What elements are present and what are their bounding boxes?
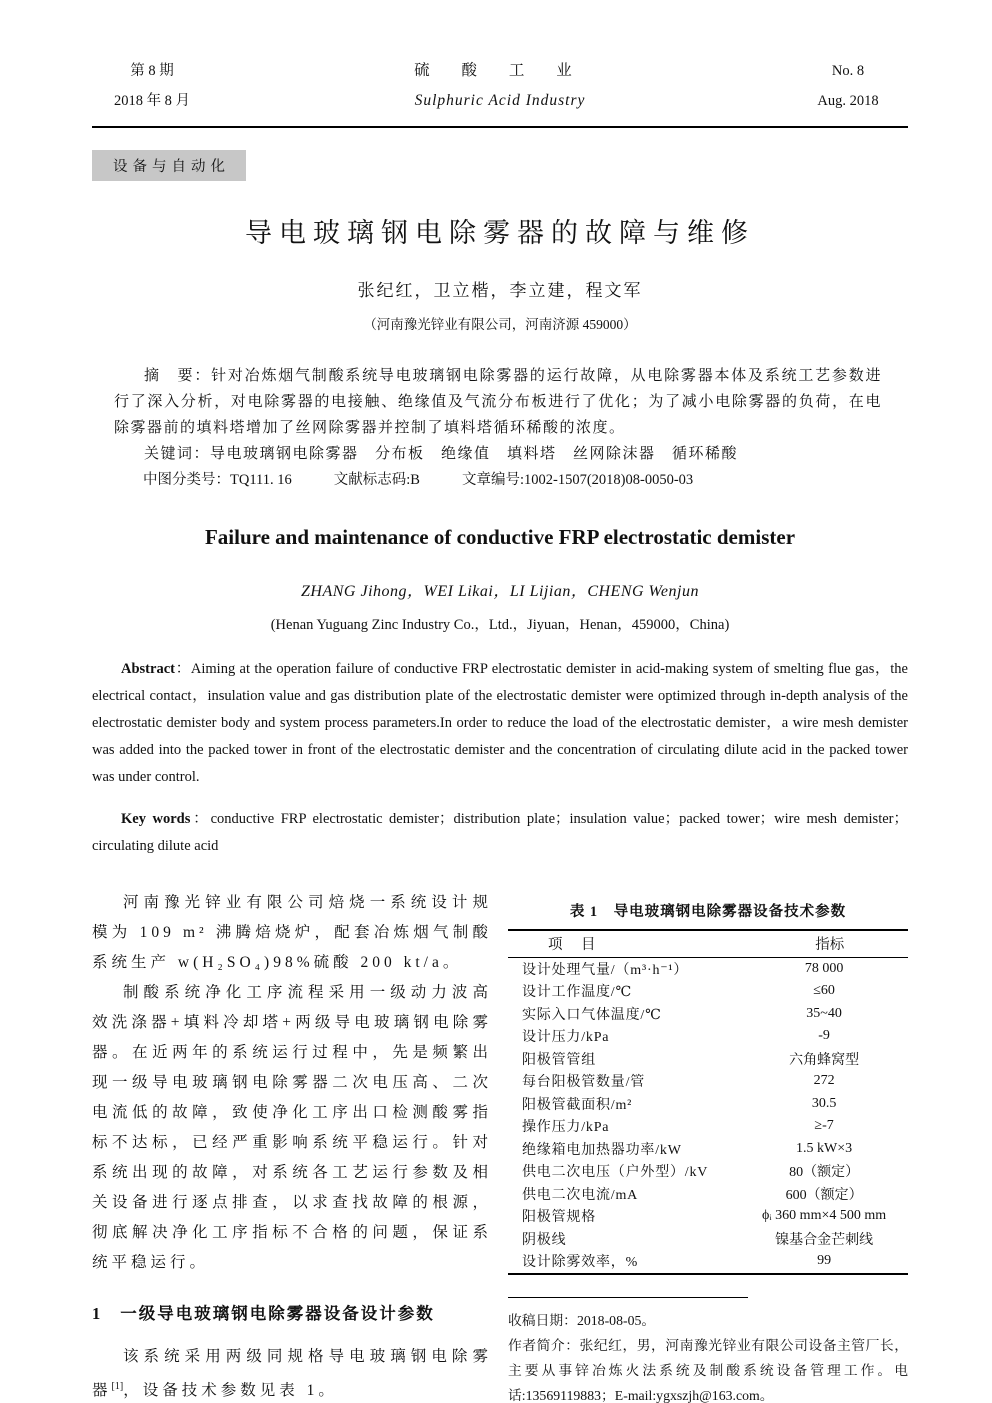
table-1-title: 表 1 导电玻璃钢电除雾器设备技术参数: [569, 903, 847, 920]
author-bio-line: [508, 1333, 908, 1403]
table-row: [508, 1228, 908, 1251]
table-cell-item: 每台阳极管数量/管: [522, 1075, 646, 1091]
table-cell-value: 272: [813, 1073, 835, 1089]
abstract-cn-label: 摘 要：: [144, 368, 212, 384]
left-column: [92, 888, 492, 1403]
author-bio-label: 作者简介：: [508, 1337, 580, 1353]
table-cell-value: 99: [817, 1253, 832, 1269]
table-row: [508, 1070, 908, 1093]
keywords-cn-label: 关键词：: [144, 446, 211, 462]
article-title-en: Failure and maintenance of conductive FRP electrostatic demister: [204, 525, 796, 549]
issue-number-cn: 第 8 期: [130, 63, 174, 79]
reference-mark: [1]: [111, 1380, 124, 1392]
table-cell-item: 供电二次电压（户外型）/kV: [522, 1165, 709, 1181]
journal-header: [92, 56, 908, 116]
article-id-label: 文章编号:: [461, 472, 524, 488]
paragraph-3-text-cont: ，设备技术参数见表 1。: [123, 1381, 338, 1399]
journal-name-block: [212, 56, 788, 116]
category-badge: 设备与自动化: [92, 150, 246, 181]
right-column: [508, 888, 908, 1403]
keywords-en-label: Key words: [121, 810, 191, 827]
table-cell-value: 1.5 kW×3: [796, 1140, 853, 1156]
table-cell-item: 设计工作温度/℃: [522, 985, 632, 1001]
keywords-cn: [114, 441, 882, 467]
header-rule: [92, 126, 908, 128]
table-row: [508, 1048, 908, 1071]
table-row: [508, 980, 908, 1003]
table-cell-value: 600（额定）: [785, 1187, 863, 1203]
keywords-en: [92, 806, 908, 860]
table-cell-value: 78 000: [804, 960, 844, 976]
article-id-value: 1002-1507(2018)08-0050-03: [524, 472, 694, 488]
table-cell-item: 阳极管规格: [522, 1210, 596, 1226]
table-cell-value: -9: [818, 1028, 830, 1044]
classification-line: [114, 467, 882, 493]
table-cell-value: ≤60: [813, 983, 835, 999]
footnote-rule: [508, 1297, 748, 1298]
table-cell-item: 供电二次电流/mA: [522, 1187, 639, 1203]
body-paragraph-3: [92, 1342, 492, 1403]
footnote-block: [508, 1297, 908, 1403]
affiliation-en: (Henan Yuguang Zinc Industry Co.，Ltd.，Jiyuan，Henan，459000，China): [270, 617, 730, 633]
section-1-heading: [92, 1300, 492, 1324]
clc-label: 中图分类号：: [143, 472, 230, 488]
issue-date-cn: 2018 年 8 月: [113, 93, 191, 109]
table-cell-item: 阳极管截面积/m²: [522, 1097, 633, 1113]
table-row: [508, 1250, 908, 1273]
table-cell-item: 设计压力/kPa: [522, 1030, 610, 1046]
received-date-line: [508, 1308, 908, 1333]
table-cell-value: 六角蜂窝型: [789, 1052, 860, 1068]
table-row: [508, 1025, 908, 1048]
doc-code-label: 文献标志码:: [333, 472, 411, 488]
table-header-item: 项 目: [548, 937, 598, 953]
abstract-en-text: ：Aiming at the operation failure of conductive FRP electrostatic demister in acid-making system of smelting flue gas，the electrical contact，insulation value and gas distribution plate of the electrostatic demister were optimized through in-depth analysis of the electrostatic demister body and system process parameters.In order to reduce the load of the electrostatic demister，a wire mesh demister was added into the packed tower in front of the electrostatic demister and the concentration of circulating dilute acid in the packed tower was under control.: [92, 661, 908, 785]
table-cell-item: 绝缘箱电加热器功率/kW: [522, 1142, 682, 1158]
table-cell-item: 设计除雾效率，%: [522, 1255, 639, 1271]
keywords-cn-text: 导电玻璃钢电除雾器 分布板 绝缘值 填料塔 丝网除沫器 循环稀酸: [210, 446, 739, 462]
table-header-row: [508, 931, 908, 958]
table-row: [508, 1138, 908, 1161]
table-cell-item: 阴极线: [522, 1232, 567, 1248]
issue-date-en: Aug. 2018: [817, 93, 879, 109]
issue-number-en: No. 8: [831, 63, 865, 79]
section-1-number: 1: [92, 1303, 103, 1323]
keywords-en-text: ：conductive FRP electrostatic demister；distribution plate；insulation value；packed tower；wire mesh demister；circulating dilute acid: [92, 810, 908, 854]
table-row: [508, 1115, 908, 1138]
authors-cn: 张纪红，卫立楷，李立建，程文军: [357, 281, 643, 300]
table-cell-item: 设计处理气量/（m³·h⁻¹）: [522, 962, 689, 978]
affiliation-cn: （河南豫光锌业有限公司，河南济源 459000）: [363, 317, 637, 332]
table-cell-item: 阳极管管组: [522, 1052, 596, 1068]
table-cell-value: 30.5: [811, 1095, 837, 1111]
header-issue-block: [92, 56, 212, 116]
body-paragraph-2: 制酸系统净化工序流程采用一级动力波高效洗涤器+填料冷却塔+两级导电玻璃钢电除雾器。在近两年的系统运行过程中，先是频繁出现一级导电玻璃钢电除雾器二次电压高、二次电流低的故障，致使净化工序出口检测酸雾指标不达标，已经严重影响系统平稳运行。针对系统出现的故障，对系统各工艺运行参数及相关设备进行逐点排查，以求查找故障的根源，彻底解决净化工序指标不合格的问题，保证系统平稳运行。: [92, 983, 492, 1271]
abstract-cn-text: 针对冶炼烟气制酸系统导电玻璃钢电除雾器的运行故障，从电除雾器本体及系统工艺参数进行了深入分析，对电除雾器的电接触、绝缘值及气流分布板进行了优化；为了减小电除雾器的负荷，在电除雾器前的填料塔增加了丝网除雾器并控制了填料塔循环稀酸的浓度。: [114, 368, 882, 436]
table-row: [508, 1183, 908, 1206]
section-1-title: 一级导电玻璃钢电除雾器设备设计参数: [120, 1303, 435, 1323]
journal-name-cn: 硫 酸 工 业: [414, 62, 586, 79]
table-cell-value: ≥-7: [814, 1118, 834, 1134]
abstract-cn: [114, 363, 882, 441]
table-cell-value: 80（额定）: [789, 1165, 860, 1181]
article-title-cn: 导电玻璃钢电除雾器的故障与维修: [245, 218, 755, 248]
table-cell-item: 操作压力/kPa: [522, 1120, 610, 1136]
table-cell-value: 镍基合金芒刺线: [775, 1232, 874, 1248]
doc-code-value: B: [410, 472, 420, 488]
table-row: [508, 1003, 908, 1026]
abstract-en-label: Abstract: [121, 661, 175, 677]
table-row: [508, 958, 908, 981]
body-paragraph-1: 河南豫光锌业有限公司焙烧一系统设计规模为 109 m² 沸腾焙烧炉，配套冶炼烟气制酸系统生产 w(H₂SO₄)98%硫酸 200 kt/a。: [92, 893, 492, 971]
clc-value: TQ111. 16: [230, 472, 292, 488]
table-row: [508, 1160, 908, 1183]
header-issue-block-en: [788, 56, 908, 116]
table-row: [508, 1205, 908, 1228]
table-cell-value: ϕᵢ 360 mm×4 500 mm: [762, 1208, 887, 1224]
body-columns: [92, 888, 908, 1403]
received-date-value: 2018-08-05。: [576, 1312, 656, 1328]
table-1: [508, 929, 908, 1275]
authors-en: ZHANG Jihong，WEI Likai，LI Lijian，CHENG Wenjun: [301, 583, 699, 600]
journal-name-en: Sulphuric Acid Industry: [414, 92, 586, 109]
paragraph-3-text: 该系统采用两级同规格导电玻璃钢电除雾器: [92, 1347, 492, 1399]
table-header-value: 指标: [815, 937, 845, 953]
table-row: [508, 1093, 908, 1116]
author-bio-text: 张纪红，男，河南豫光锌业有限公司设备主管厂长，主要从事锌冶炼火法系统及制酸系统设备管理工作。电话:13569119883；E-mail:ygxszjh@163.com。: [508, 1337, 909, 1403]
abstract-en: [92, 656, 908, 791]
received-date-label: 收稿日期：: [508, 1312, 577, 1328]
table-cell-value: 35~40: [806, 1005, 842, 1021]
table-cell-item: 实际入口气体温度/℃: [522, 1007, 662, 1023]
